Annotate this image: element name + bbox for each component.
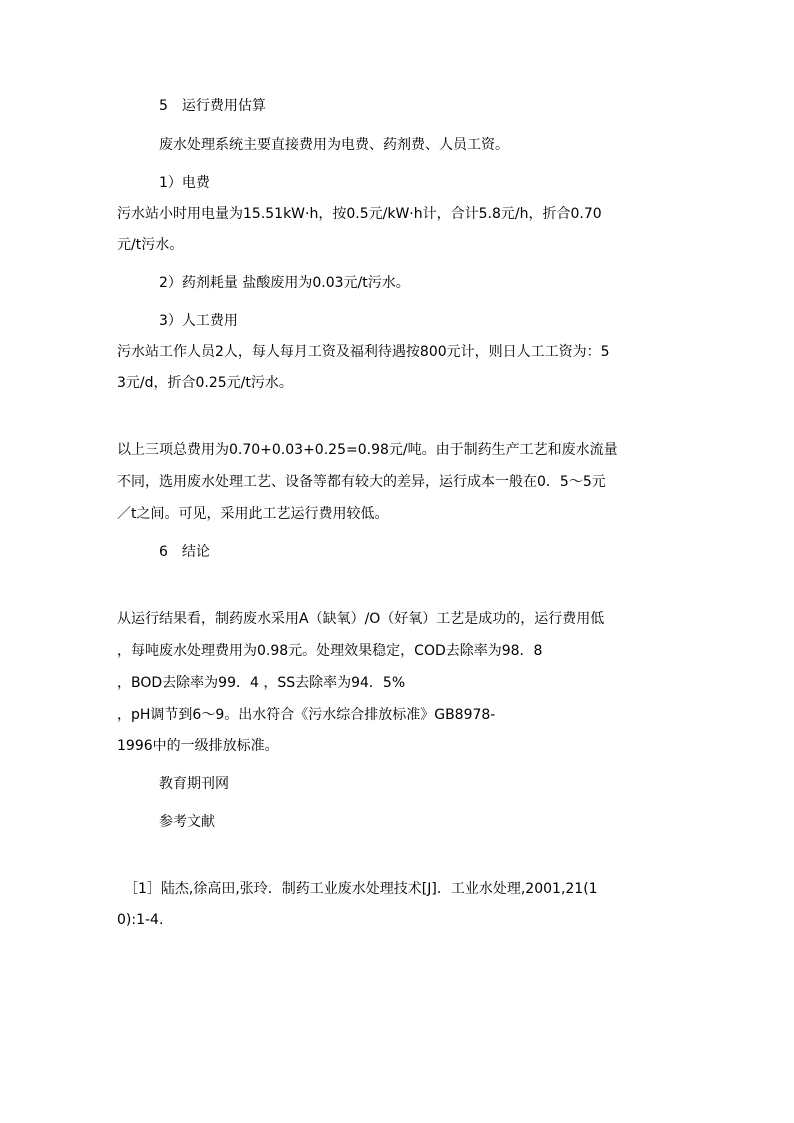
section-6-heading: 6 结论: [159, 544, 210, 560]
reference-1-line-1: ［1］陆杰,徐高田,张玲．制药工业废水处理技术[J]．工业水处理,2001,21(1: [124, 881, 598, 897]
labor-cost-heading: 3）人工费用: [159, 313, 238, 329]
electricity-text-line-2: 元/t污水。: [117, 237, 184, 253]
conclusion-line-4: ，pH调节到6～9。出水符合《污水综合排放标准》GB8978-: [117, 707, 496, 723]
total-cost-line-2: 不同，选用废水处理工艺、设备等都有较大的差异，运行成本一般在0．5～5元: [117, 474, 606, 490]
references-heading: 参考文献: [159, 814, 215, 830]
labor-cost-text-line-1: 污水站工作人员2人，每人每月工资及福利待遇按800元计，则日人工工资为：5: [117, 344, 610, 360]
electricity-text-line-1: 污水站小时用电量为15.51kW·h，按0.5元/kW·h计，合计5.8元/h，折合0.70: [117, 206, 602, 222]
conclusion-line-3: ，BOD去除率为99．4 ，SS去除率为94．5%: [117, 675, 406, 691]
electricity-heading: 1）电费: [159, 175, 210, 191]
labor-cost-text-line-2: 3元/d，折合0.25元/t污水。: [117, 375, 293, 391]
conclusion-line-2: ，每吨废水处理费用为0.98元。处理效果稳定，COD去除率为98．8: [117, 643, 543, 659]
section-5-intro: 废水处理系统主要直接费用为电费、药剂费、人员工资。: [159, 137, 509, 153]
conclusion-line-5: 1996中的一级排放标准。: [117, 738, 279, 754]
total-cost-line-1: 以上三项总费用为0.70+0.03+0.25=0.98元/吨。由于制药生产工艺和废水流量: [117, 442, 618, 458]
total-cost-line-3: ／t之间。可见，采用此工艺运行费用较低。: [117, 506, 389, 522]
section-5-heading: 5 运行费用估算: [159, 98, 266, 114]
conclusion-line-1: 从运行结果看，制药废水采用A（缺氧）/O（好氧）工艺是成功的，运行费用低: [117, 611, 605, 627]
source-label: 教育期刊网: [159, 776, 229, 792]
reference-1-line-2: 0):1-4.: [117, 912, 164, 928]
chemical-cost-text: 2）药剂耗量 盐酸废用为0.03元/t污水。: [159, 275, 410, 291]
